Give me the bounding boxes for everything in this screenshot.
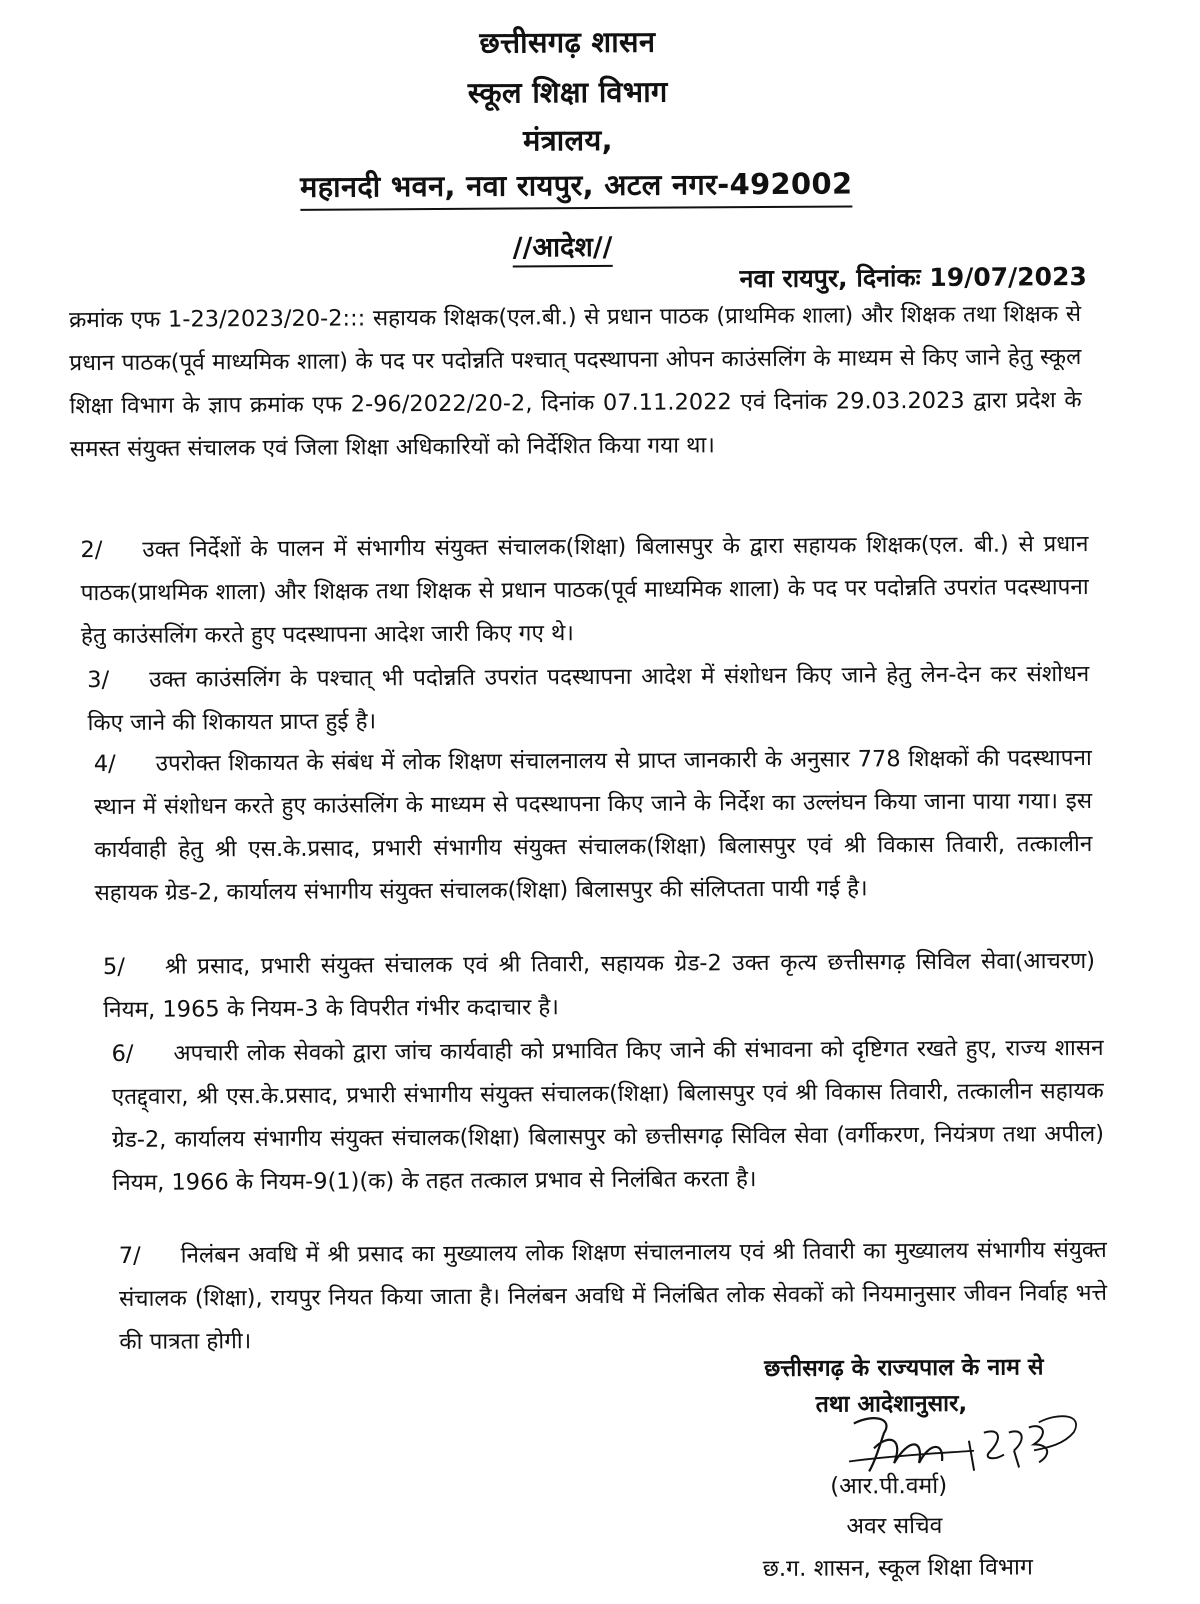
paragraph-4: [94, 737, 1093, 915]
paragraph-6: [111, 1027, 1104, 1205]
header-government: छत्तीसगढ़ शासन: [479, 24, 656, 60]
paragraph-text: श्री प्रसाद, प्रभारी संयुक्त संचालक एवं श्री तिवारी, सहायक ग्रेड-2 उक्त कृत्य छत्तीसगढ़ सिविल सेवा(आचरण) नियम, 1965 के नियम-3 के विपरीत गंभीर कदाचार है।: [103, 947, 1096, 1024]
header-ministry: मंत्रालय,: [522, 122, 614, 158]
paragraph-text: निलंबन अवधि में श्री प्रसाद का मुख्यालय लोक शिक्षण संचालनालय एवं श्री तिवारी का मुख्यालय संभागीय संयुक्त संचालक (शिक्षा), रायपुर नियत किया जाता है। निलंबन अवधि में निलंबित लोक सेवकों को नियमानुसार जीवन निर्वाह भत्ते की पात्रता होगी।: [118, 1236, 1108, 1355]
paragraph-number: 3/: [87, 666, 110, 694]
paragraph-1: [69, 293, 1082, 471]
paragraph-number: 5/: [102, 953, 125, 981]
paragraph-number: 7/: [118, 1242, 141, 1269]
signatory-designation: अवर सचिव: [846, 1512, 943, 1540]
paragraph-text: उपरोक्त शिकायत के संबंध में लोक शिक्षण संचालनालय से प्राप्त जानकारी के अनुसार 778 शिक्षकों की पदस्थापना स्थान में संशोधन करते हुए काउंसलिंग के माध्यम से पदस्थापना किए जाने के निर्देश का उल्लंघन किया जाना पाया गया। इस कार्यवाही हेतु श्री एस.के.प्रसाद, प्रभारी संभागीय संयुक्त संचालक(शिक्षा) बिलासपुर एवं श्री विकास तिवारी, तत्कालीन सहायक ग्रेड-2, कार्यालय संभागीय संयुक्त संचालक(शिक्षा) बिलासपुर की संलिप्तता पायी गई है।: [93, 744, 1093, 907]
paragraph-text: उक्त निर्देशों के पालन में संभागीय संयुक्त संचालक(शिक्षा) बिलासपुर के द्वारा सहायक शिक्षक(एल. बी.) से प्रधान पाठक(प्राथमिक शाला) और शिक्षक तथा शिक्षक से प्रधान पाठक(पूर्व माध्यमिक शाला) के पद पर पदोन्नति उपरांत पदस्थापना हेतु काउंसलिंग करते हुए पदस्थापना आदेश जारी किए गए थे।: [80, 531, 1089, 650]
header-department: स्कूल शिक्षा विभाग: [467, 74, 668, 110]
signatory-department: छ.ग. शासन, स्कूल शिक्षा विभाग: [762, 1554, 1034, 1583]
paragraph-7: [119, 1229, 1108, 1364]
paragraph-number: 6/: [111, 1040, 134, 1067]
paragraph-number: 2/: [80, 537, 103, 564]
header-address: [0, 161, 1176, 212]
paragraph-text: अपचारी लोक सेवको द्वारा जांच कार्यवाही को प्रभावित किए जाने की संभावना को दृष्टिगत रखते हुए, राज्य शासन एतद्द्वारा, श्री एस.के.प्रसाद, प्रभारी संभागीय संयुक्त संचालक(शिक्षा) बिलासपुर एवं श्री विकास तिवारी, तत्कालीन सहायक ग्रेड-2, कार्यालय संभागीय संयुक्त संचालक(शिक्षा) बिलासपुर को छत्तीसगढ़ सिविल सेवा (वर्गीकरण, नियंत्रण तथा अपील) नियम, 1966 के नियम-9(1)(क) के तहत तत्काल प्रभाव से निलंबित करता है।: [111, 1034, 1105, 1196]
signature-authority-line: छत्तीसगढ़ के राज्यपाल के नाम से: [764, 1354, 1044, 1383]
paragraph-5: [103, 940, 1096, 1032]
paragraph-2: [80, 523, 1089, 658]
paragraph-3: [87, 653, 1090, 745]
place-date: नवा रायपुर, दिनांकः 19/07/2023: [739, 262, 1087, 294]
paragraph-text: उक्त काउंसलिंग के पश्चात् भी पदोन्नति उपरांत पदस्थापना आदेश में संशोधन किए जाने हेतु लेन-देन कर संशोधन किए जाने की शिकायत प्राप्त हुई है।: [87, 661, 1090, 737]
paragraph-number: 4/: [93, 750, 116, 778]
signature-order-line: तथा आदेशानुसार,: [815, 1390, 968, 1418]
order-title-text: //आदेश//: [513, 232, 613, 268]
signatory-name: (आर.पी.वर्मा): [830, 1472, 948, 1500]
paragraph-text: क्रमांक एफ 1-23/2023/20-2::: सहायक शिक्षक(एल.बी.) से प्रधान पाठक (प्राथमिक शाला) और शिक्षक तथा शिक्षक से प्रधान पाठक(पूर्व माध्यमिक शाला) के पद पर पदोन्नति पश्चात् पदस्थापना ओपन काउंसलिंग के माध्यम से किए जाने हेतु स्कूल शिक्षा विभाग के ज्ञाप क्रमांक एफ 2-96/2022/20-2, दिनांक 07.11.2022 एवं दिनांक 29.03.2023 द्वारा प्रदेश के समस्त संयुक्त संचालक एवं जिला शिक्षा अधिकारियों को निर्देशित किया गया था।: [68, 301, 1082, 463]
header-address-text: महानदी भवन, नवा रायपुर, अटल नगर-492002: [300, 163, 853, 210]
